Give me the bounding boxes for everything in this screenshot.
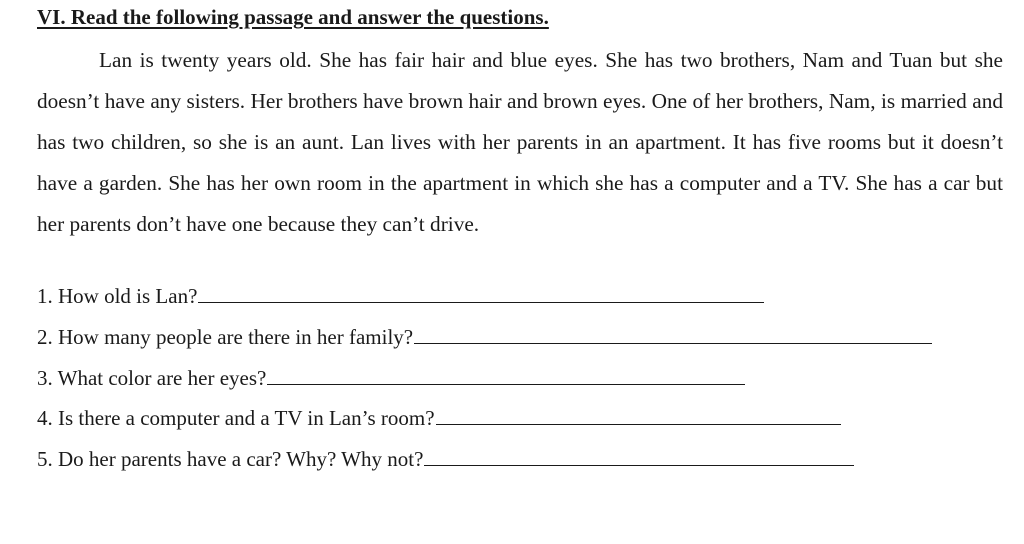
question-1-answer-line[interactable] <box>198 301 764 303</box>
question-3 <box>37 366 932 407</box>
question-5 <box>37 447 932 488</box>
section-heading: VI. Read the following passage and answer the questions. <box>37 5 549 29</box>
question-4 <box>37 406 932 447</box>
question-list <box>37 284 932 488</box>
question-4-answer-line[interactable] <box>436 423 841 425</box>
question-2 <box>37 325 932 366</box>
question-4-text: 4. Is there a computer and a TV in Lan’s room? <box>37 406 435 431</box>
question-3-text: 3. What color are her eyes? <box>37 365 267 390</box>
question-5-answer-line[interactable] <box>424 464 854 466</box>
question-1-text: 1. How old is Lan? <box>37 284 198 308</box>
reading-passage: Lan is twenty years old. She has fair hair and blue eyes. She has two brothers, Nam and Tuan but she doesn’t have any sisters. Her brothers have brown hair and brown eyes. One of her brothers, Nam, is married and has two children, so she is an aunt. Lan lives with her parents in an apartment. It has five rooms but it doesn’t have a garden. She has her own room in the apartment in which she has a computer and a TV. She has a car but her parents don’t have one because they can’t drive. <box>37 48 1003 236</box>
question-1 <box>37 284 932 325</box>
question-2-text: 2. How many people are there in her family? <box>37 324 414 349</box>
question-2-answer-line[interactable] <box>414 342 932 344</box>
question-5-text: 5. Do her parents have a car? Why? Why not? <box>37 447 424 472</box>
question-3-answer-line[interactable] <box>267 383 745 385</box>
